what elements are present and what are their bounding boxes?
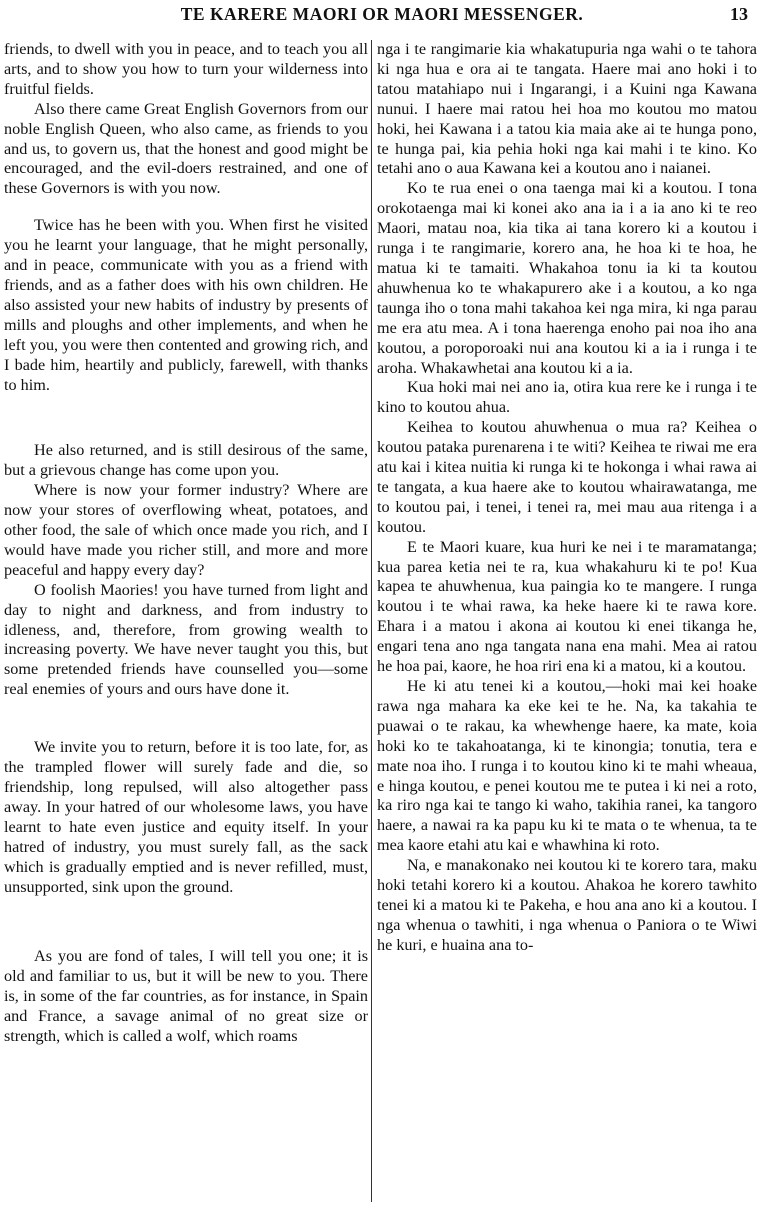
english-paragraph: As you are fond of tales, I will tell you one; it is old and familiar to us, but it will be new to you. There is, in some of the far countries, as for instance, in Spain and France, a savage animal of no great size or strength, which is called a wolf, which roams [4,947,368,1046]
english-paragraph: He also returned, and is still desirous of the same, but a grievous change has come upon you. [4,441,368,480]
column-divider [371,40,372,1202]
maori-paragraph: Kua hoki mai nei ano ia, otira kua rere ke i runga i te kino to koutou ahua. [377,378,757,417]
maori-paragraph: He ki atu tenei ki a koutou,—hoki mai kei hoake rawa nga mahara ka eke kei te he. Na, ka takahia te puawai o te rakau, ka whewhenge haere, ka mate, koia hoki ko te takahoatanga, ki te kinongia; tonutia, tera e mate noa iho. I runga i to koutou kino ki te mahi wheaua, e hinga koutou, e penei koutou me te putea i ki nei a roto, ka riro nga kai te tango ki waho, takihia ranei, ka tangoro haere, a nawai ra ka papu ku ki te mata o te whenua, ta te mea kaore etahi atu kai e whawhina ki roto. [377,677,757,855]
maori-paragraph: Keihea to koutou ahuwhenua o mua ra? Keihea o koutou pataka purenarena i te witi? Keihea te riwai me era atu kai i kitea nuitia ki runga ki te hokonga i whai rawa ai te tangata, a kua haere ake to koutou whairawatanga, me to koutou pai, i tenei, i tenei ra, mei mau aua ritenga i a koutou. [377,418,757,536]
english-paragraph: O foolish Maories! you have turned from light and day to night and darkness, and from industry to idleness, and, therefore, from growing wealth to increasing poverty. We have never taught you this, but some pretended friends have counselled you—some real enemies of yours and ours have done it. [4,580,368,699]
maori-paragraph: Ko te rua enei o ona taenga mai ki a koutou. I tona orokotaenga mai ki konei ako ana ia i a ia ano ki te reo Maori, matau noa, kia tika ai tana korero ki a koutou i runga i te rangimarie, korero ana, he hoa ki te hoa, he matua ki te tamaiti. Whakahoa tonu ia ki ta koutou ahuwhenua ko te whakapurero ake i a koutou, a ko nga taunga iho o tona mahi takahoa kei nga mira, ki nga parau me era atu mea. A i tona haerenga enoho pai noa iho ana koutou, a poroporoaki nui ana koutou ki a ia i runga i te aroha. Whakawhetai ana koutou ki a ia. [377,179,757,377]
english-paragraph: We invite you to return, before it is too late, for, as the trampled flower will surely fade and die, so friendship, long repulsed, will also altogether pass away. In your hatred of our wholesome laws, you have learnt to hate even justice and equity itself. In your hatred of industry, you must surely fall, as the sack which is gradually emptied and is never refilled, must, unsupported, sink upon the ground. [4,738,368,896]
english-paragraph: Twice has he been with you. When first he visited you he learnt your language, that he might personally, and in peace, communicate with you as a friend with friends, and as a father does with his own children. He also assisted your new habits of industry by presents of mills and ploughs and other implements, and when he left you, you were then contented and growing rich, and I bade him, heartily and publicly, farewell, with thanks to him. [4,216,368,394]
english-column [4,40,368,1204]
maori-paragraph: nga i te rangimarie kia whakatupuria nga wahi o te tahora ki nga hua e ora ai te tangata. Haere mai ano hoki i to tatou matahiapo nui i Ingarangi, i a Kuini nga Kawana nunui. I haere mai ratou hei hoa mo koutou mo matou hoki, hei Kawana i a tatou kia maia ake ai te hunga pono, te hunga pai, kia pehia hoki nga kai mahi i te kino. Ko tetahi ano o aua Kawana kei a koutou ano i naianei. [377,40,757,178]
english-paragraph: Where is now your former industry? Where are now your stores of overflowing wheat, potatoes, and other food, the sale of which once made you rich, and I would have made you richer still, and more and more peaceful and happy every day? [4,481,368,579]
english-paragraph: Also there came Great English Governors from our noble English Queen, who also came, as friends to you and us, to govern us, that the honest and good might be encouraged, and the evil-doers restrained, and one of these Governors is with you now. [4,99,368,198]
page-number: 13 [730,4,748,24]
maori-column [377,40,757,1204]
masthead-title: TE KARERE MAORI OR MAORI MESSENGER. [180,4,584,24]
english-paragraph: friends, to dwell with you in peace, and to teach you all arts, and to show you how to turn your wilderness into fruitful fields. [4,40,368,98]
maori-paragraph: E te Maori kuare, kua huri ke nei i te maramatanga; kua parea ketia nei te ra, kua whakahuru ki te po! Kua kapea te ahuwhenua, kua paingia ko te mangere. I runga koutou i te whai rawa, ka heke haere ki te rawa kore. Ehara i a matou i akona ai koutou ki enei tikanga he, engari tena ano nga tangata nana ena mahi. Mea ai ratou he hoa pai, kaore, he hoa riri ena ki a matou, ki a koutou. [377,537,757,676]
page-header [0,4,764,32]
maori-paragraph: Na, e manakonako nei koutou ki te korero tara, maku hoki tetahi korero ki a koutou. Ahakoa he korero tawhito tenei ki a matou ki te Pakeha, e hou ana ano ki a koutou. I nga whenua o tawhiti, i nga whenua o Paniora o te Wiwi he kuri, e huaina ana to- [377,856,757,954]
